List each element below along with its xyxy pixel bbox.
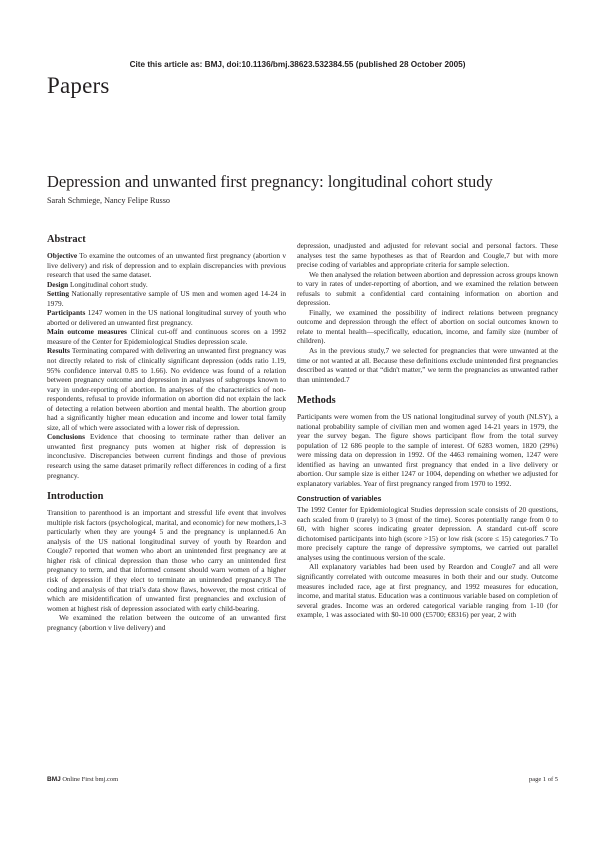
conclusions-text: Evidence that choosing to terminate rather than deliver an unwanted first pregnancy puts women at higher risk of depression is inconclusive. Discrepancies between current findings and those of previous research using the same dataset primarily reflect differences in coding of a first pregnancy. bbox=[47, 432, 286, 480]
methods-paragraph-2: The 1992 Center for Epidemiological Studies depression scale consists of 20 questions, each scaled from 0 (rarely) to 3 (most of the time). Scores potentially range from 0 to 60, with higher scores indicating greater depression. A standard cut-off score dichotomised participants into high (score >15) or low risk (score ≤ 15) categories.7 To more precisely capture the range of depressive symptoms, we carried out parallel analyses using the continuous version of the scale. bbox=[297, 505, 558, 562]
abstract-setting bbox=[47, 289, 286, 308]
methods-heading: Methods bbox=[297, 395, 336, 407]
abstract-design bbox=[47, 280, 286, 290]
conclusions-label: Conclusions bbox=[47, 432, 85, 442]
outcome-label: Main outcome measures bbox=[47, 327, 127, 337]
footer-journal-name: BMJ bbox=[47, 776, 61, 783]
footer-journal bbox=[47, 776, 118, 783]
participants-text: 1247 women in the US national longitudinal survey of youth who aborted or delivered an unwanted first pregnancy. bbox=[47, 308, 286, 327]
introduction-paragraph-2: We examined the relation between the outcome of an unwanted first pregnancy (abortion v live delivery) and bbox=[47, 613, 286, 632]
intro-continued-paragraph-4: As in the previous study,7 we selected for pregnancies that were unwanted at the time or not wanted at all. Because these definitions exclude unintended first pregnancies described as wanted or that “didn't matter,” we term the pregnancies as unwanted rather than unintended.7 bbox=[297, 346, 558, 384]
participants-label: Participants bbox=[47, 308, 86, 318]
design-label: Design bbox=[47, 279, 69, 289]
construction-subheading: Construction of variables bbox=[297, 495, 382, 503]
introduction-heading: Introduction bbox=[47, 491, 104, 503]
right-column bbox=[297, 241, 558, 620]
setting-label: Setting bbox=[47, 289, 70, 299]
footer-journal-suffix: Online First bmj.com bbox=[60, 776, 119, 783]
author-list: Sarah Schmiege, Nancy Felipe Russo bbox=[47, 196, 171, 205]
results-label: Results bbox=[47, 346, 70, 356]
abstract-heading: Abstract bbox=[47, 234, 86, 245]
citation-line: Cite this article as: BMJ, doi:10.1136/bmj.38623.532384.55 (published 28 October 2005) bbox=[129, 60, 466, 69]
outcome-text: Clinical cut-off and continuous scores on a 1992 measure of the Center for Epidemiological Studies depression scale. bbox=[47, 327, 286, 346]
article-title: Depression and unwanted first pregnancy: longitudinal cohort study bbox=[47, 172, 493, 191]
abstract-outcome bbox=[47, 327, 286, 346]
objective-label: Objective bbox=[47, 251, 78, 260]
methods-paragraph-3: All explanatory variables had been used by Reardon and Cougle7 and all were significantly correlated with outcome measures in both their and our study. Outcome measures included race, age at first pregnancy, and 1992 measures for education, income, and marital status. Education was a continuous variable based on completion of several grades. Income was an ordered categorical variable ranging from 1-10 (for example, 1 was associated with $0-10 000 (£5700; €8316) per year, 2 with bbox=[297, 562, 558, 620]
left-column bbox=[47, 233, 286, 632]
design-text: Longitudinal cohort study. bbox=[68, 279, 148, 289]
abstract-objective bbox=[47, 251, 286, 280]
section-label: Papers bbox=[47, 73, 110, 98]
objective-text: To examine the outcomes of an unwanted first pregnancy (abortion v live delivery) and risk of depression and to explain discrepancies with previous research that used the same dataset. bbox=[47, 251, 286, 280]
introduction-paragraph-1: Transition to parenthood is an important and stressful life event that involves multiple risk factors (psychological, marital, and economic) for new mothers,1-3 particularly when they are young4 5 and the pregnancy is unplanned.6 An analysis of the US national longitudinal survey of youth by Reardon and Cougle7 reported that women who abort an unintended first pregnancy are at higher risk of clinical depression than those who carry an unintended first pregnancy to term, and that informed consent should warn women of a higher risk of depression if they elect to terminate an unintended pregnancy.8 The coding and analysis of that trial's data show flaws, however, the most critical of which are misidentification of unwanted first pregnancies and exclusion of women at highest risk of depression associated with early child-bearing. bbox=[47, 508, 286, 613]
abstract-participants bbox=[47, 308, 286, 327]
intro-continued-paragraph-1: depression, unadjusted and adjusted for relevant social and personal factors. These analyses test the same hypotheses as that of Reardon and Cougle,7 but with more precise coding of variables and appropriate criteria for sample selection. bbox=[297, 241, 558, 270]
abstract-conclusions bbox=[47, 432, 286, 480]
intro-continued-paragraph-3: Finally, we examined the possibility of indirect relations between pregnancy outcome and depression through the effect of abortion on social outcomes known to relate to mental health—specifically, education, income, and family size (number of children). bbox=[297, 307, 558, 346]
results-text: Terminating compared with delivering an unwanted first pregnancy was not directly related to risk of clinically significant depression (odds ratio 1.19, 95% confidence interval 0.85 to 1.66). No evidence was found of a relation between pregnancy outcome and depression in analyses of subgroups known to vary in under-reporting of abortion. In analyses of the characteristics of non-respondents, refusal to provide information on abortion did not explain the lack of detecting a relation between abortion and mental health. The abortion group had a significantly higher mean education and income and lower total family size, all of which were associated with a lower risk of depression. bbox=[47, 346, 286, 432]
setting-text: Nationally representative sample of US men and women aged 14-24 in 1979. bbox=[47, 289, 286, 308]
page-number: page 1 of 5 bbox=[528, 776, 558, 783]
intro-continued-paragraph-2: We then analysed the relation between abortion and depression across groups known to vary in rates of under-reporting of abortion, and we examined the relation between refusals to submit a confidential card containing information on abortion and depression. bbox=[297, 269, 558, 308]
methods-paragraph-1: Participants were women from the US national longitudinal survey of youth (NLSY), a national probability sample of civilian men and women aged 14-21 years in 1979, the year the survey began. The figure shows participant flow from the total survey population of 12 686 people to the sample of interest. Of 6283 women, 1820 (29%) were missing data on depression in 1992. Of the 4463 remaining women, 1247 were identified as having an unwanted first pregnancy that ended in a live delivery or abortion. Our sample size is either 1247 or 1004, depending on whether we adjusted for explanatory variables. Year of first pregnancy ranged from 1970 to 1992. bbox=[297, 412, 558, 489]
abstract-results bbox=[47, 346, 286, 432]
